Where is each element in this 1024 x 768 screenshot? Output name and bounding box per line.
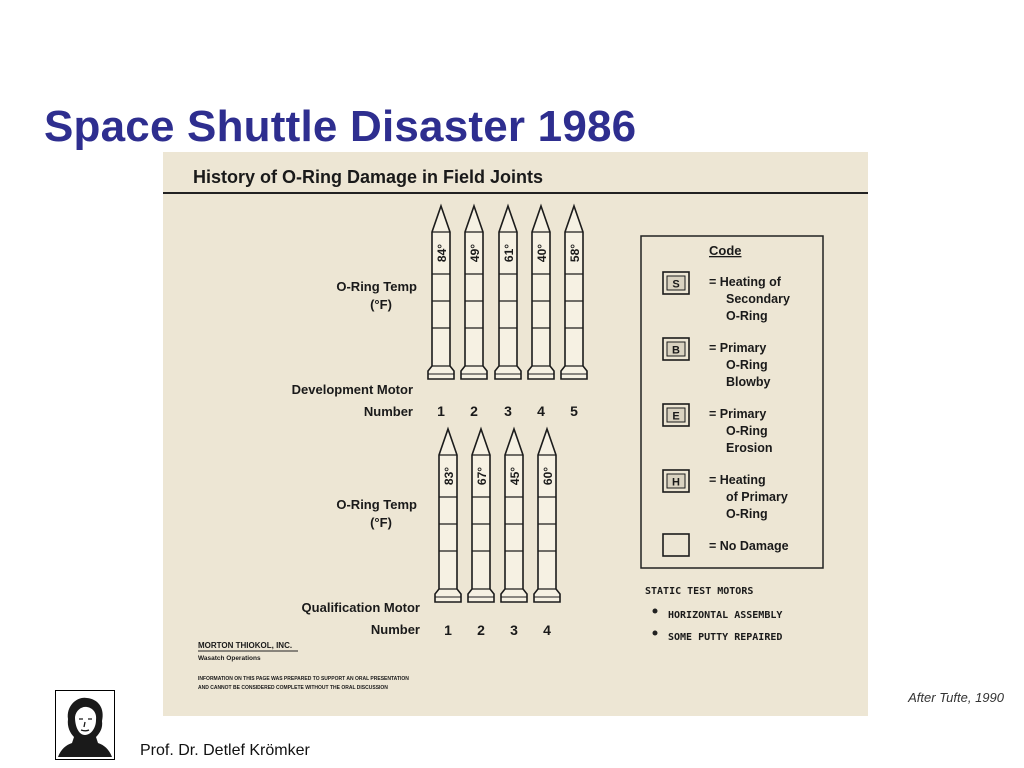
legend-symbol-letter: E <box>672 410 680 423</box>
motor-number: 2 <box>477 622 485 638</box>
note-item: HORIZONTAL ASSEMBLY <box>668 610 783 621</box>
rocket-temp-label: 83° <box>442 466 456 486</box>
qual-rockets <box>435 429 560 638</box>
motor-number: 5 <box>570 403 578 419</box>
company-name: MORTON THIOKOL, INC. <box>198 641 293 650</box>
legend-item-text: = No Damage <box>709 539 789 553</box>
source-credit: After Tufte, 1990 <box>908 690 1004 705</box>
dev-motor-label: Development Motor <box>291 382 413 397</box>
rocket-temp-label: 61° <box>502 243 516 263</box>
dev-rockets <box>428 206 587 419</box>
note-item: SOME PUTTY REPAIRED <box>668 632 783 643</box>
legend-symbol-letter: H <box>672 476 680 489</box>
motor-number: 3 <box>504 403 512 419</box>
legend-item-none <box>663 534 789 556</box>
dev-rocket-5 <box>561 206 587 419</box>
rocket-temp-label: 40° <box>535 243 549 263</box>
note-bullet <box>653 631 658 636</box>
rocket-temp-label: 45° <box>508 466 522 486</box>
qual-motor-label: Qualification Motor <box>301 600 420 615</box>
motor-number: 4 <box>537 403 545 419</box>
motor-number: 1 <box>444 622 452 638</box>
motor-number: 1 <box>437 403 445 419</box>
legend-item-e <box>663 404 773 455</box>
disclaimer-line: AND CANNOT BE CONSIDERED COMPLETE WITHOUT THE ORAL DISCUSSION <box>198 685 388 691</box>
legend-symbol-letter: S <box>672 278 680 291</box>
legend-symbol-box <box>663 534 689 556</box>
legend-item-text: O-Ring <box>726 424 768 438</box>
legend-title: Code <box>709 243 742 258</box>
qual-rocket-3 <box>501 429 527 638</box>
legend-item-s <box>663 272 790 323</box>
motor-number: 4 <box>543 622 551 638</box>
qual-temp-unit: (°F) <box>370 515 392 530</box>
dev-number-label: Number <box>363 404 413 419</box>
slide-title: Space Shuttle Disaster 1986 <box>44 102 637 151</box>
legend-item-text: = Heating of <box>709 275 781 289</box>
university-logo <box>55 690 115 760</box>
legend-items <box>663 272 790 556</box>
rocket-temp-label: 58° <box>568 243 582 263</box>
chart-canvas <box>163 152 868 716</box>
goethe-portrait-icon <box>56 691 114 759</box>
legend-symbol-letter: B <box>672 344 680 357</box>
dev-rocket-2 <box>461 206 487 419</box>
legend-item-text: of Primary <box>726 490 788 504</box>
legend-item-text: O-Ring <box>726 358 768 372</box>
note-bullet <box>653 609 658 614</box>
legend-item-text: = Heating <box>709 473 766 487</box>
qual-rocket-2 <box>468 429 494 638</box>
qual-rocket-4 <box>534 429 560 638</box>
legend-item-h <box>663 470 788 521</box>
legend-item-text: Erosion <box>726 441 773 455</box>
chart-title: History of O-Ring Damage in Field Joints <box>193 167 544 187</box>
rocket-temp-label: 67° <box>475 466 489 486</box>
legend-item-text: = Primary <box>709 341 767 355</box>
qual-number-label: Number <box>370 622 420 637</box>
legend-item-text: = Primary <box>709 407 767 421</box>
dev-rocket-4 <box>528 206 554 419</box>
rocket-temp-label: 49° <box>468 243 482 263</box>
dev-temp-unit: (°F) <box>370 297 392 312</box>
qual-rocket-1 <box>435 429 461 638</box>
legend-item-text: Secondary <box>726 292 790 306</box>
disclaimer-line: INFORMATION ON THIS PAGE WAS PREPARED TO SUPPORT AN ORAL PRESENTATION <box>198 676 409 682</box>
legend-item-text: O-Ring <box>726 507 768 521</box>
company-division: Wasatch Operations <box>198 655 261 662</box>
rocket-temp-label: 84° <box>435 243 449 263</box>
motor-number: 2 <box>470 403 478 419</box>
dev-temp-label: O-Ring Temp <box>336 279 417 294</box>
dev-rocket-1 <box>428 206 454 419</box>
motor-number: 3 <box>510 622 518 638</box>
legend-item-b <box>663 338 770 389</box>
legend-item-text: Blowby <box>726 375 771 389</box>
author-name: Prof. Dr. Detlef Krömker <box>140 742 310 759</box>
o-ring-damage-chart <box>163 152 868 716</box>
legend-item-text: O-Ring <box>726 309 768 323</box>
rocket-temp-label: 60° <box>541 466 555 486</box>
notes-heading: STATIC TEST MOTORS <box>645 586 754 597</box>
qual-temp-label: O-Ring Temp <box>336 497 417 512</box>
dev-rocket-3 <box>495 206 521 419</box>
